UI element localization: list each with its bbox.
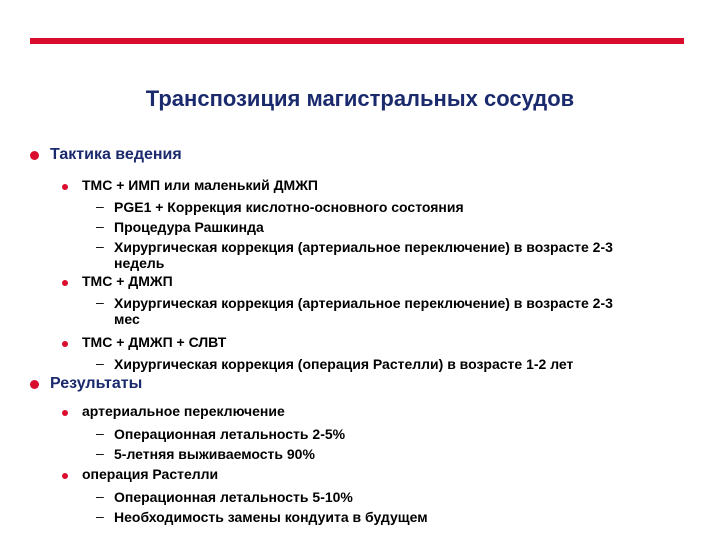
list-subitem: PGE1 + Коррекция кислотно-основного состояния — [114, 199, 464, 215]
list-subitem: Хирургическая коррекция (артериальное переключение) в возрасте 2-3 — [114, 239, 613, 255]
item-bullet-icon — [62, 473, 68, 479]
item-bullet-icon — [62, 410, 68, 416]
list-item: операция Растелли — [82, 466, 219, 482]
list-item: ТМС + ДМЖП + СЛВТ — [82, 334, 227, 350]
item-bullet-icon — [62, 341, 68, 347]
dash-icon: – — [96, 425, 104, 441]
list-subitem: Операционная летальность 5-10% — [114, 489, 353, 505]
list-item: ТМС + ИМП или маленький ДМЖП — [82, 177, 318, 193]
list-subitem: Необходимость замены кондуита в будущем — [114, 509, 428, 525]
list-subitem: Операционная летальность 2-5% — [114, 426, 346, 442]
list-item: ТМС + ДМЖП — [82, 273, 173, 289]
list-subitem-continuation: мес — [114, 311, 140, 327]
item-bullet-icon — [62, 280, 68, 286]
dash-icon: – — [96, 508, 104, 524]
list-item: артериальное переключение — [82, 403, 285, 419]
dash-icon: – — [96, 198, 104, 214]
list-subitem: Процедура Рашкинда — [114, 219, 264, 235]
section-bullet-icon — [30, 380, 39, 389]
section-heading-results: Результаты — [50, 375, 143, 392]
item-bullet-icon — [62, 184, 68, 190]
dash-icon: – — [96, 294, 104, 310]
list-subitem-continuation: недель — [114, 255, 165, 271]
section-heading-tactics: Тактика ведения — [50, 146, 182, 163]
top-accent-bar — [30, 38, 684, 44]
slide-title: Транспозиция магистральных сосудов — [145, 86, 575, 111]
list-subitem: Хирургическая коррекция (операция Растелли) в возрасте 1-2 лет — [114, 356, 574, 372]
dash-icon: – — [96, 445, 104, 461]
list-subitem: Хирургическая коррекция (артериальное переключение) в возрасте 2-3 — [114, 295, 613, 311]
dash-icon: – — [96, 218, 104, 234]
dash-icon: – — [96, 488, 104, 504]
list-subitem: 5-летняя выживаемость 90% — [114, 446, 315, 462]
dash-icon: – — [96, 355, 104, 371]
section-bullet-icon — [30, 151, 39, 160]
dash-icon: – — [96, 238, 104, 254]
